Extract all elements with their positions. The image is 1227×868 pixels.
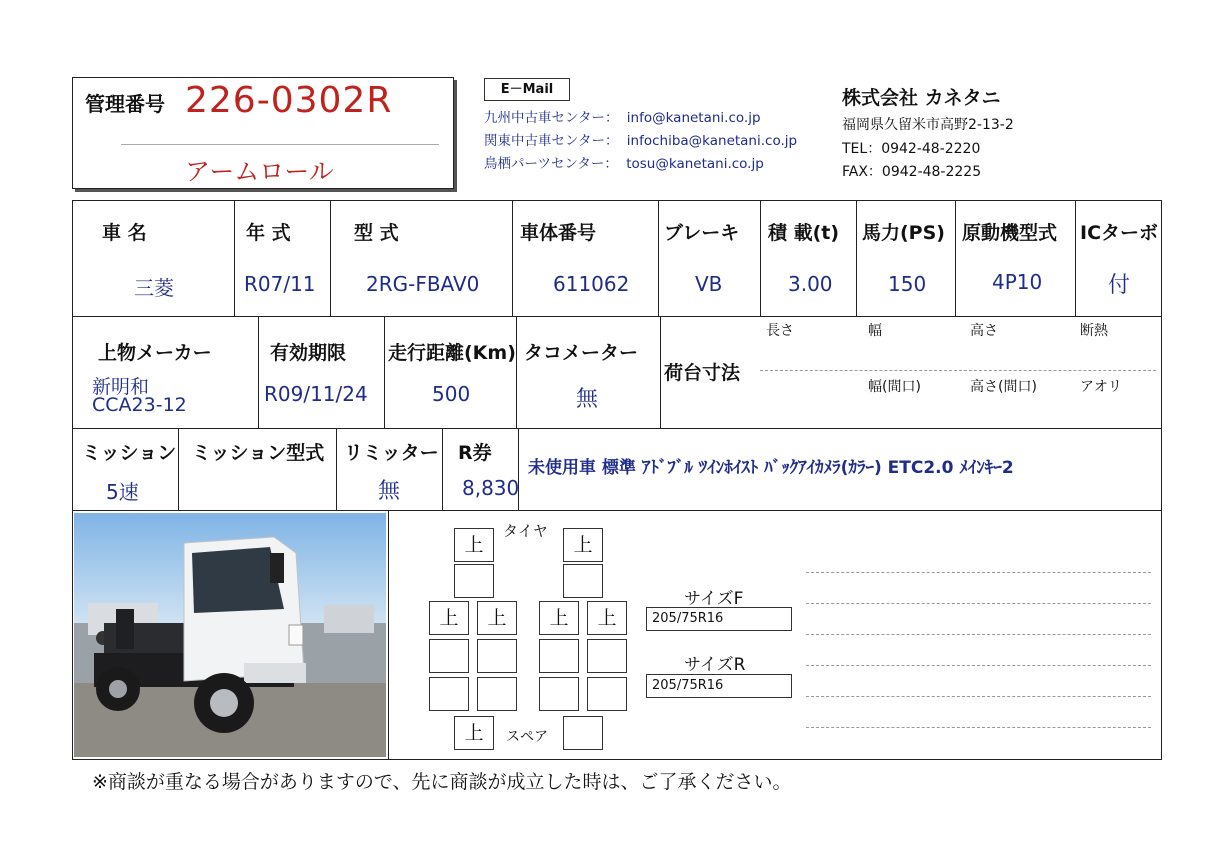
size-f-box (646, 607, 792, 631)
value-model: 2RG-FBAV0 (366, 272, 480, 296)
email-label-box (484, 78, 570, 101)
dim-opening-width-label: 幅(間口) (868, 379, 921, 395)
size-f-value: 205/75R16 (652, 611, 724, 626)
value-horsepower: 150 (888, 272, 927, 296)
label-engine-model: 原動機型式 (962, 222, 1058, 244)
col-divider (760, 200, 761, 316)
value-r-ticket: 8,830 (462, 476, 520, 500)
mgmt-number: 226-0302R (185, 80, 393, 121)
col-divider (1075, 200, 1076, 316)
tire-rear-box (429, 677, 469, 711)
dim-width-label: 幅 (868, 323, 882, 339)
mgmt-divider (121, 144, 439, 145)
tire-rear-box (477, 639, 517, 673)
tire-front-right-mark: 上 (563, 528, 603, 562)
value-engine-model: 4P10 (992, 270, 1043, 294)
dim-height-label: 高さ (970, 323, 998, 339)
note-line (806, 665, 1151, 666)
value-body-maker-model: CCA23-12 (92, 394, 187, 416)
note-line (806, 727, 1151, 728)
email-address-link[interactable]: info@kanetani.co.jp (626, 110, 761, 126)
truck-photo (74, 513, 386, 757)
col-divider (330, 200, 331, 316)
label-expiry: 有効期限 (270, 342, 347, 364)
label-ic-turbo: ICターボ (1080, 222, 1159, 244)
tire-spare-mark: 上 (454, 716, 494, 750)
col-divider (516, 316, 517, 428)
size-f-label: サイズF (684, 589, 744, 609)
tire-rear-box (587, 639, 627, 673)
value-mileage: 500 (432, 382, 471, 406)
row-divider (72, 428, 1162, 429)
value-capacity: 3.00 (788, 272, 833, 296)
footer-note: ※商談が重なる場合がありますので、先に商談が成立した時は、ご了承ください。 (92, 771, 792, 793)
note-line (806, 696, 1151, 697)
label-mileage: 走行距離(Km) (388, 342, 516, 364)
label-brake: ブレーキ (664, 222, 740, 244)
tire-rear-box (477, 677, 517, 711)
size-r-label: サイズR (684, 655, 746, 675)
email-row (484, 152, 764, 172)
label-limiter: リミッター (344, 442, 439, 464)
tire-rear-left-outer-mark: 上 (429, 601, 469, 635)
email-center: 鳥栖パーツセンター： (484, 156, 618, 172)
value-chassis-no: 611062 (553, 272, 630, 296)
label-year: 年 式 (246, 222, 291, 244)
email-address-link[interactable]: tosu@kanetani.co.jp (626, 156, 764, 172)
mgmt-label: 管理番号 (85, 92, 165, 116)
tire-front-left-mark: 上 (454, 528, 494, 562)
col-divider (856, 200, 857, 316)
value-ic-turbo: 付 (1108, 273, 1131, 298)
label-horsepower: 馬力(PS) (862, 222, 945, 244)
value-transmission: 5速 (106, 480, 139, 504)
col-divider (512, 200, 513, 316)
value-brake: VB (695, 272, 723, 296)
truck-illustration (74, 513, 386, 757)
label-transmission-type: ミッション型式 (192, 442, 325, 464)
photo-divider (388, 510, 389, 760)
email-center: 九州中古車センター： (484, 110, 619, 126)
equipment-notes: 未使用車 標準 ｱﾄﾞﾌﾞﾙ ﾂｲﾝﾎｲｽﾄ ﾊﾞｯｸｱｲｶﾒﾗ(ｶﾗｰ) ETC2.0 ﾒｲﾝｷｰ2 (528, 458, 1014, 478)
dim-insulation-label: 断熱 (1080, 323, 1108, 339)
note-line (806, 603, 1151, 604)
tire-spare-box (563, 716, 603, 750)
email-row (484, 106, 761, 126)
tire-rear-box (539, 677, 579, 711)
col-divider (336, 428, 337, 510)
tire-rear-box (587, 677, 627, 711)
email-address-link[interactable]: infochiba@kanetani.co.jp (626, 133, 798, 149)
col-divider (234, 200, 235, 316)
tire-rear-box (539, 639, 579, 673)
col-divider (384, 316, 385, 428)
dim-length-label: 長さ (766, 323, 794, 339)
row-divider (72, 316, 1162, 317)
col-divider (258, 316, 259, 428)
value-body-maker: 新明和 (92, 376, 150, 398)
tire-rear-left-inner-mark: 上 (477, 601, 517, 635)
col-divider (178, 428, 179, 510)
tire-rear-box (429, 639, 469, 673)
label-capacity: 積 載(t) (768, 222, 840, 244)
label-tachometer: タコメーター (524, 342, 639, 364)
tire-front-right-box (563, 564, 603, 598)
label-car-name: 車 名 (102, 222, 147, 244)
value-car-name: 三菱 (134, 276, 174, 300)
label-body-maker: 上物メーカー (98, 342, 212, 364)
tire-rear-right-inner-mark: 上 (539, 601, 579, 635)
row-divider (72, 510, 1162, 511)
company-fax: FAX：0942-48-2225 (842, 164, 982, 180)
label-transmission: ミッション (82, 442, 177, 464)
value-limiter: 無 (378, 479, 401, 504)
value-tachometer: 無 (576, 387, 599, 412)
col-divider (955, 200, 956, 316)
email-center: 関東中古車センター： (484, 133, 619, 149)
management-box (72, 77, 454, 189)
email-row (484, 129, 797, 149)
col-divider (660, 316, 661, 428)
label-r-ticket: R券 (458, 442, 492, 464)
col-divider (658, 200, 659, 316)
note-line (806, 572, 1151, 573)
company-address: 福岡県久留米市高野2-13-2 (842, 117, 1014, 133)
label-cargo-dimensions: 荷台寸法 (664, 362, 741, 384)
spare-label: スペア (506, 729, 548, 745)
note-line (806, 634, 1151, 635)
size-r-box (646, 674, 792, 698)
dim-opening-height-label: 高さ(間口) (970, 379, 1037, 395)
tire-front-left-box (454, 564, 494, 598)
tire-title: タイヤ (503, 522, 548, 540)
dim-side-gate-label: アオリ (1080, 379, 1122, 395)
value-year: R07/11 (244, 272, 316, 296)
value-expiry: R09/11/24 (264, 382, 368, 406)
body-type: アームロール (185, 157, 334, 186)
label-model: 型 式 (354, 222, 399, 244)
tire-rear-right-outer-mark: 上 (587, 601, 627, 635)
col-divider (442, 428, 443, 510)
dim-divider (760, 370, 1156, 371)
label-chassis-no: 車体番号 (520, 222, 597, 244)
company-tel: TEL：0942-48-2220 (842, 141, 981, 157)
email-label: E－Mail (500, 82, 554, 97)
company-name: 株式会社 カネタニ (842, 87, 1001, 109)
size-r-value: 205/75R16 (652, 678, 724, 693)
